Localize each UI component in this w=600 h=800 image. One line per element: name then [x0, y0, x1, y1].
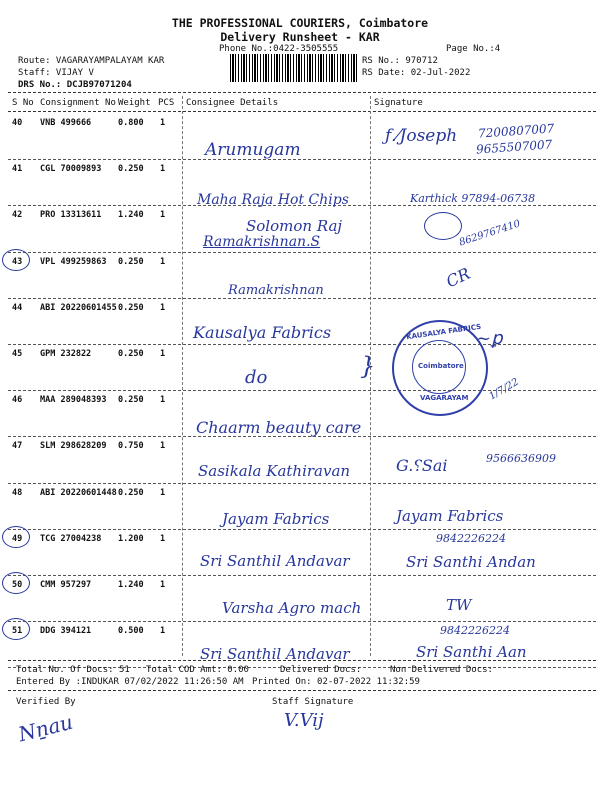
row-pcs: 1 — [160, 580, 166, 590]
row-pcs: 1 — [160, 533, 166, 544]
document-title: Delivery Runsheet - KAR — [220, 30, 380, 44]
col-consignee: Consignee Details — [186, 98, 279, 108]
company-stamp — [392, 320, 488, 416]
printed-on: Printed On: 02-07-2022 11:32:59 — [252, 677, 420, 687]
handwritten-signature — [424, 212, 462, 240]
delivered-docs: Delivered Docs: — [280, 665, 362, 675]
handwritten-signature: Sri Santhi Andan — [406, 553, 536, 571]
handwritten-phone: 9842226224 — [440, 624, 510, 637]
table-header — [8, 98, 596, 110]
handwritten-phone: 8629767410 — [457, 218, 522, 249]
handwritten-name: Sri Santhil Andavar — [200, 552, 350, 570]
handwritten-name: Maha Raja Hot Chips — [197, 192, 349, 208]
handwritten-name: do — [245, 367, 268, 388]
handwritten-signature: CR — [443, 263, 474, 292]
handwritten-signature: G.⸮Sai — [396, 456, 448, 475]
row-weight: 0.250 — [118, 395, 144, 406]
row-weight: 0.250 — [118, 487, 144, 498]
row-sno: 47 — [12, 441, 23, 452]
handwritten-phone: Karthick 97894-06738 — [410, 192, 536, 205]
handwritten-phone: 9566636909 — [486, 452, 556, 465]
route: Route: VAGARAYAMPALAYAM KAR — [18, 56, 165, 66]
col-consignment: Consignment No — [40, 98, 116, 108]
handwritten-name: Jayam Fabrics — [222, 510, 330, 528]
handwritten-signature: TW — [446, 596, 472, 614]
col-weight: Weight — [118, 98, 151, 108]
row-consignment-no: PRO 13313611 — [40, 210, 102, 221]
row-weight: 0.500 — [118, 626, 144, 637]
row-pcs: 1 — [160, 441, 166, 452]
entered-by: Entered By :INDUKAR 07/02/2022 11:26:50 AM — [16, 677, 244, 687]
stamp-place: VAGARAYAM — [420, 394, 469, 402]
col-sno: S No — [12, 98, 34, 108]
row-sno: 48 — [12, 487, 23, 498]
handwritten-signature: Sri Santhi Aan — [416, 643, 527, 661]
handwritten-phone: 9655507007 — [475, 137, 553, 157]
handwritten-phone: 7200807007 — [477, 121, 555, 141]
handwritten-signature: ~ꝑ — [476, 328, 503, 349]
total-docs: Total No. Of Docs: 51 — [16, 665, 130, 675]
row-consignment-no: GPM 232822 — [40, 349, 92, 359]
row-sno: 45 — [12, 349, 23, 359]
row-weight: 0.250 — [118, 164, 144, 175]
row-consignment-no: VPL 499259863 — [40, 256, 107, 267]
row-weight: 0.800 — [118, 118, 144, 128]
row-consignment-no: SLM 298628209 — [40, 441, 107, 452]
row-pcs: 1 — [160, 349, 166, 359]
row-pcs: 1 — [160, 210, 166, 221]
handwritten-name: Sri Santhil Andavar — [200, 645, 350, 663]
drs-number: DRS No.: DCJB97071204 — [18, 80, 132, 90]
row-consignment-no: MAA 289048393 — [40, 395, 107, 406]
row-sno: 41 — [12, 164, 23, 175]
total-cod: Total COD Amt: 0.00 — [146, 665, 249, 675]
handwritten-name: Kausalya Fabrics — [193, 323, 332, 342]
row-weight: 0.250 — [118, 349, 144, 359]
row-sno: 40 — [12, 118, 23, 128]
table-top-rule — [8, 92, 596, 93]
handwritten-phone: 9842226224 — [436, 532, 506, 545]
page-number: Page No.:4 — [446, 44, 501, 54]
row-consignment-no: VNB 499666 — [40, 118, 92, 128]
handwritten-signature: 1/7/22 — [487, 376, 521, 403]
staff-signature: V.Vij — [284, 710, 324, 731]
staff: Staff: VIJAY V — [18, 68, 94, 78]
non-delivered-docs: Non Delivered Docs: — [390, 665, 493, 675]
row-sno: 49 — [12, 533, 23, 544]
row-weight: 1.240 — [118, 210, 144, 221]
row-weight: 1.200 — [118, 533, 144, 544]
row-sno: 50 — [12, 580, 23, 590]
row-weight: 1.240 — [118, 580, 144, 590]
company-name: THE PROFESSIONAL COURIERS, Coimbatore — [171, 16, 429, 30]
table-header-rule — [8, 111, 596, 112]
footer-rule — [8, 660, 596, 661]
row-weight: 0.250 — [118, 302, 144, 313]
stamp-city: Coimbatore — [418, 362, 464, 370]
row-weight: 0.250 — [118, 256, 144, 267]
handwritten-name: Arumugam — [205, 140, 301, 160]
stamp-company: KAUSALYA FABRICS — [405, 322, 482, 342]
row-pcs: 1 — [160, 302, 166, 313]
col-pcs: PCS — [158, 98, 175, 108]
handwritten-name: Solomon Raj — [246, 217, 343, 235]
staff-signature-label: Staff Signature — [272, 697, 354, 707]
verified-by-label: Verified By — [16, 697, 76, 707]
footer-rule-2 — [8, 690, 596, 691]
row-consignment-no: CGL 70009893 — [40, 164, 102, 175]
row-pcs: 1 — [160, 395, 166, 406]
serial-circle-mark — [2, 572, 30, 594]
handwritten-signature: Jayam Fabrics — [396, 507, 504, 525]
rs-date: RS Date: 02-Jul-2022 — [362, 68, 471, 78]
row-sno: 46 — [12, 395, 23, 406]
row-weight: 0.750 — [118, 441, 144, 452]
row-pcs: 1 — [160, 164, 166, 175]
row-consignment-no: ABI 20220601455 — [40, 302, 117, 313]
handwritten-name: Ramakrishnan — [228, 283, 324, 298]
phone-number: Phone No.:0422-3505555 — [219, 44, 339, 54]
row-pcs: 1 — [160, 118, 166, 128]
handwritten-name: Ramakrishnan.S — [203, 234, 321, 250]
row-sno: 51 — [12, 626, 23, 637]
row-sno: 44 — [12, 302, 23, 313]
handwritten-name: Chaarm beauty care — [196, 418, 362, 437]
row-sno: 43 — [12, 256, 23, 267]
row-pcs: 1 — [160, 626, 166, 637]
handwritten-name: Varsha Agro mach — [222, 599, 362, 617]
row-consignment-no: ABI 20220601448 — [40, 487, 117, 498]
row-consignment-no: DDG 394121 — [40, 626, 92, 637]
serial-circle-mark — [2, 249, 30, 271]
col-signature: Signature — [374, 98, 423, 108]
handwritten-name: Sasikala Kathiravan — [198, 462, 351, 480]
row-sno: 42 — [12, 210, 23, 221]
row-pcs: 1 — [160, 487, 166, 498]
row-consignment-no: CMM 957297 — [40, 580, 92, 590]
rs-number: RS No.: 970712 — [362, 56, 438, 66]
handwritten-signature: ƒ.⁄Joseph — [385, 126, 458, 146]
bracket-mark: } — [360, 352, 376, 380]
verifier-signature: Nṉau — [15, 709, 76, 747]
row-pcs: 1 — [160, 256, 166, 267]
serial-circle-mark — [2, 526, 30, 548]
row-consignment-no: TCG 27004238 — [40, 533, 102, 544]
barcode — [230, 54, 358, 82]
